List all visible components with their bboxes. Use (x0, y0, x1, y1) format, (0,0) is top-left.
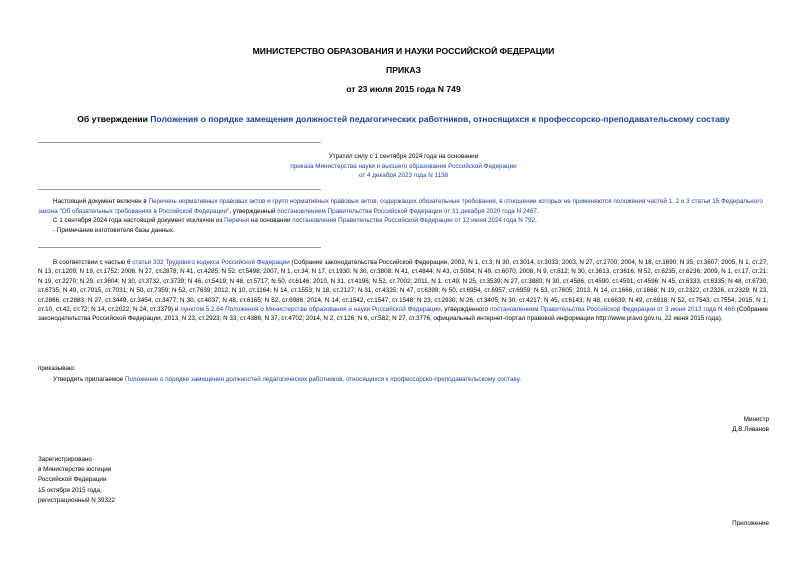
note-decree-2024-link[interactable]: постановления Правительства Российской Федерации от 12 июня 2024 года N 792 (292, 217, 536, 225)
approve-text: . (519, 376, 521, 383)
main-text: (Собрание законодательства Российской Федерации, 2002, N 1, ст.3; N 30, ст.3014, ст.3033; 2003, N 27, ст.2700; 2004, N 18, ст.1690; N 35, ст.3607; 2005, N 1, ст.27; N 13, ст.1209; N 19, ст.1752; 2006, N 27, ст.2878; N 41, ст.4285; N 52, ст.5498; 2007, N 1, ст.34; N 17, ст.1930; N 30, ст.3808; N 41, ст.4844; N 43, ст.5084; N 49, ст.6070; 2008, N 9, ст.812; N 30, ст.3613, ст.3616; N 52, ст.6235, ст.6236; 2009, N 1, ст.17, ст.21; N 19, ст.2270; N 29, ст.3604; N 30, ст.3732, ст.3739; N 46, ст.5419; N 48, ст.5717; N 50, ст.6146; 2010, N 31, ст.4196; N 52, ст.7002; 2011, N 1, ст.49; N 25, ст.3539; N 27, ст.3880; N 30, ст.4586, ст.4590, ст.4591, ст.4596; N 45, ст.6333, ст.6335; N 48, ст.6730, ст.6735; N 49, ст.7015, ст.7031; N 50, ст.7359; N 52, ст.7639; 2012, N 10, ст.1164; N 14, ст.1553; N 18, ст.2127; N 31, ст.4325; N 47, ст.6399; N 50, ст.6954, ст.6957, ст.6959; N 53, ст.7605; 2013, N 14, ст.1666, ст.1668; N 19, ст.2322, ст.2326, ст.2329; N 23, ст.2866, ст.2883; N 27, ст.3449, ст.3454, ст.3477; N 30, ст.4037; N 48, ст.6165; N 52, ст.6986; 2014, N 14, ст.1542, ст.1547, ст.1548; N 23, ст.2930; N 26, ст.3405; N 30, ст.4217; N 45, ст.6143; N 48, ст.6639; N 49, ст.6918; N 52, ст.7543, ст.7554; 2015, N 1, ст.10, ст.42, ст.72; N 14, ст.2022; N 24, ст.3379) и (38, 259, 768, 314)
signature-position: Министр (743, 416, 769, 423)
order-word: приказываю: (38, 365, 76, 372)
note-paragraph-3: - Примечание изготовителя базы данных. (53, 226, 175, 234)
note-text: . (536, 207, 539, 215)
approved-regulation-link[interactable]: Положение о порядке замещения должностей педагогических работников, относящихся к профессорско-преподавательскому составу (124, 376, 520, 383)
ministry-regulation-link[interactable]: пунктом 5.2.64 Положения о Министерстве образования и науки Российской Федерации (180, 306, 441, 314)
note-paragraph-1 (38, 197, 768, 216)
doc-title-prefix: Об утверждении (77, 114, 151, 124)
note-list-link[interactable]: Перечень нормативных правовых актов и групп нормативных правовых актов, содержащих обязательные требования, в отношении которых не применяются положения частей 1, 2 и 3 статьи 15 Федерального закона "Об обязательных требованиях в Российской Федерации" (38, 198, 763, 215)
main-text: , утвержденного (440, 306, 490, 314)
approve-text: Утвердить прилагаемое (53, 376, 125, 383)
registration-line-3: Российской Федерации (38, 476, 107, 484)
lost-force-date-link[interactable]: от 4 декабря 2023 года N 1138 (358, 172, 449, 180)
divider-top (38, 142, 321, 143)
doc-title-link[interactable]: Положения о порядке замещения должностей педагогических работников, относящихся к профессорско-преподавательскому составу (150, 114, 730, 124)
main-text: В соответствии с частью 6 (53, 259, 133, 266)
signature-block (732, 415, 769, 434)
note-text: Настоящий документ включен в (53, 198, 149, 205)
signature-name: Д.В.Ливанов (732, 425, 769, 433)
registration-block (38, 455, 115, 506)
main-paragraph (38, 258, 768, 324)
ministry-heading: МИНИСТЕРСТВО ОБРАЗОВАНИЯ И НАУКИ РОССИЙСКОЙ ФЕДЕРАЦИИ (252, 46, 555, 56)
government-decree-link[interactable]: постановлением Правительства Российской Федерации от 3 июня 2013 года N 466 (489, 306, 735, 314)
doc-title (0, 114, 807, 124)
note-text: . (535, 217, 537, 225)
doc-date-number: от 23 июля 2015 года N 749 (346, 84, 461, 94)
doc-type-heading: ПРИКАЗ (386, 65, 421, 75)
appendix-label: Приложение (732, 520, 769, 527)
note-paragraph-2 (38, 216, 768, 226)
note-decree-link[interactable]: постановлением Правительства Российской Федерации от 31 декабря 2020 года N 2467 (277, 207, 537, 215)
registration-line-4: 15 октября 2015 года, (38, 486, 102, 494)
note-text: на основании (249, 217, 293, 225)
main-paragraph-1 (38, 258, 768, 324)
lost-force-line-1: Утратил силу с 1 сентября 2024 года на основании (328, 153, 479, 160)
note-text: , утвержденный (229, 207, 278, 215)
divider-note-bottom (38, 247, 321, 248)
registration-line-2: в Министерстве юстиции (38, 466, 112, 474)
approve-text-line (38, 375, 768, 384)
lost-force-order-link[interactable]: приказа Министерства науки и высшего образования Российской Федерации (290, 162, 517, 170)
registration-line-1: Зарегистрировано (38, 456, 92, 463)
registration-line-5: регистрационный N 39322 (38, 496, 116, 504)
divider-note-top (38, 189, 321, 190)
approve-paragraph (38, 375, 768, 384)
labor-code-link[interactable]: статьи 332 Трудового кодекса Российской Федерации (132, 259, 290, 266)
lost-force-notice (0, 152, 807, 181)
note-text: С 1 сентября 2024 года настоящий документ исключен из (53, 217, 225, 225)
database-note (38, 197, 768, 235)
note-perechen-link[interactable]: Перечня (224, 217, 250, 225)
main-text: (Собрание законодательства Российской Федерации, 2013, N 23, ст.2923; N 33, ст.4386; N 37, ст.4702; 2014, N 2, ст.126; N 6, ст.582; N 27, ст.3776; официальный интернет-портал правовой информации http://www.pravo.gov.ru, 22 июня 2015 года), (38, 306, 769, 323)
